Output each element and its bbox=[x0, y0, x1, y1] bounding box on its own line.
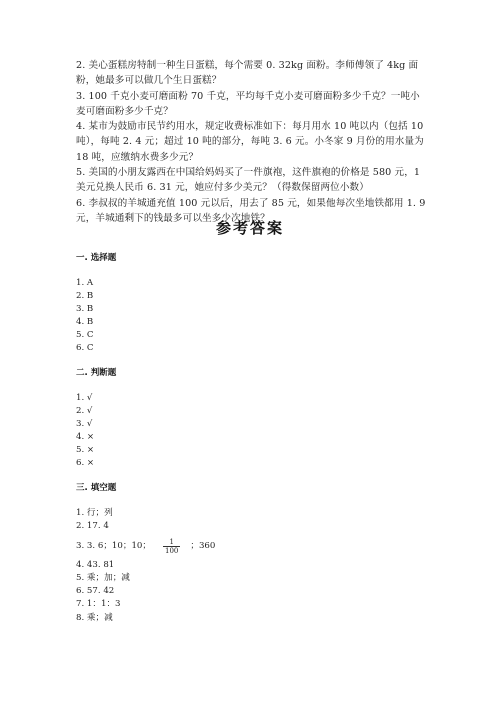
fill-answer-1: 1. 行；列 bbox=[76, 508, 113, 518]
choice-answer-2: 2. B bbox=[76, 291, 94, 302]
judge-answer-2: 2. √ bbox=[76, 406, 93, 417]
judge-section-title: 二. 判断题 bbox=[76, 368, 117, 378]
choice-section bbox=[76, 251, 426, 356]
fraction-one-hundredth bbox=[163, 538, 180, 555]
judge-answer-6: 6. × bbox=[76, 458, 95, 469]
choice-answers bbox=[76, 277, 426, 356]
word-problems bbox=[76, 58, 426, 226]
choice-answer-4: 4. B bbox=[76, 317, 94, 328]
judge-answers bbox=[76, 392, 426, 471]
fill-section-title: 三. 填空题 bbox=[76, 483, 117, 493]
choice-answer-1: 1. A bbox=[76, 278, 94, 288]
fraction-denominator: 100 bbox=[164, 546, 179, 555]
problem-5: 5. 美国的小朋友露西在中国给妈妈买了一件旗袍，这件旗袍的价格是 580 元，1 美元兑换人民币 6. 31 元，她应付多少美元？（得数保留两位小数） bbox=[76, 167, 421, 194]
problem-2: 2. 美心蛋糕房特制一种生日蛋糕，每个需要 0. 32kg 面粉。李师傅领了 4kg 面粉，她最多可以做几个生日蛋糕？ bbox=[76, 60, 419, 87]
fill-answer-3-prefix: 3. 3. 6；10；10； bbox=[76, 540, 151, 551]
choice-answer-6: 6. C bbox=[76, 343, 94, 354]
choice-answer-3: 3. B bbox=[76, 304, 94, 315]
fraction-numerator: 1 bbox=[169, 537, 174, 546]
fill-answer-8: 8. 乘；减 bbox=[76, 612, 113, 623]
judge-answer-1: 1. √ bbox=[76, 393, 93, 403]
fill-answer-3 bbox=[76, 533, 426, 559]
fill-answer-3-suffix: ；360 bbox=[190, 540, 216, 551]
fill-answers bbox=[76, 507, 426, 625]
fill-answer-5: 5. 乘；加；减 bbox=[76, 573, 130, 584]
problem-3: 3. 100 千克小麦可磨面粉 70 千克，平均每千克小麦可磨面粉多少千克？一吨小麦可磨面粉多少千克？ bbox=[76, 90, 420, 117]
fill-answer-4: 4. 43. 81 bbox=[76, 560, 115, 571]
choice-section-title: 一. 选择题 bbox=[76, 253, 117, 263]
judge-answer-5: 5. × bbox=[76, 445, 95, 456]
problem-4: 4. 某市为鼓励市民节约用水，规定收费标准如下：每月用水 10 吨以内（包括 10 吨），每吨 2. 4 元；超过 10 吨的部分，每吨 3. 6 元。小冬家 9 月份的用水量为 18 吨，应缴纳水费多少元？ bbox=[76, 121, 424, 163]
fill-answer-7: 7. 1：1：3 bbox=[76, 599, 121, 610]
answer-key-title: 参考答案 bbox=[215, 219, 284, 237]
judge-answer-3: 3. √ bbox=[76, 419, 93, 430]
judge-section bbox=[76, 366, 426, 471]
fill-answer-6: 6. 57. 42 bbox=[76, 586, 115, 597]
judge-answer-4: 4. × bbox=[76, 432, 95, 443]
choice-answer-5: 5. C bbox=[76, 330, 94, 341]
fill-answer-2: 2. 17. 4 bbox=[76, 521, 109, 532]
problem-6: 6. 李叔叔的羊城通充值 100 元以后，用去了 85 元，如果他每次坐地铁都用 1. 9 元，羊城通剩下的钱最多可以坐多少次地铁？ bbox=[76, 197, 426, 224]
fill-section bbox=[76, 481, 426, 625]
